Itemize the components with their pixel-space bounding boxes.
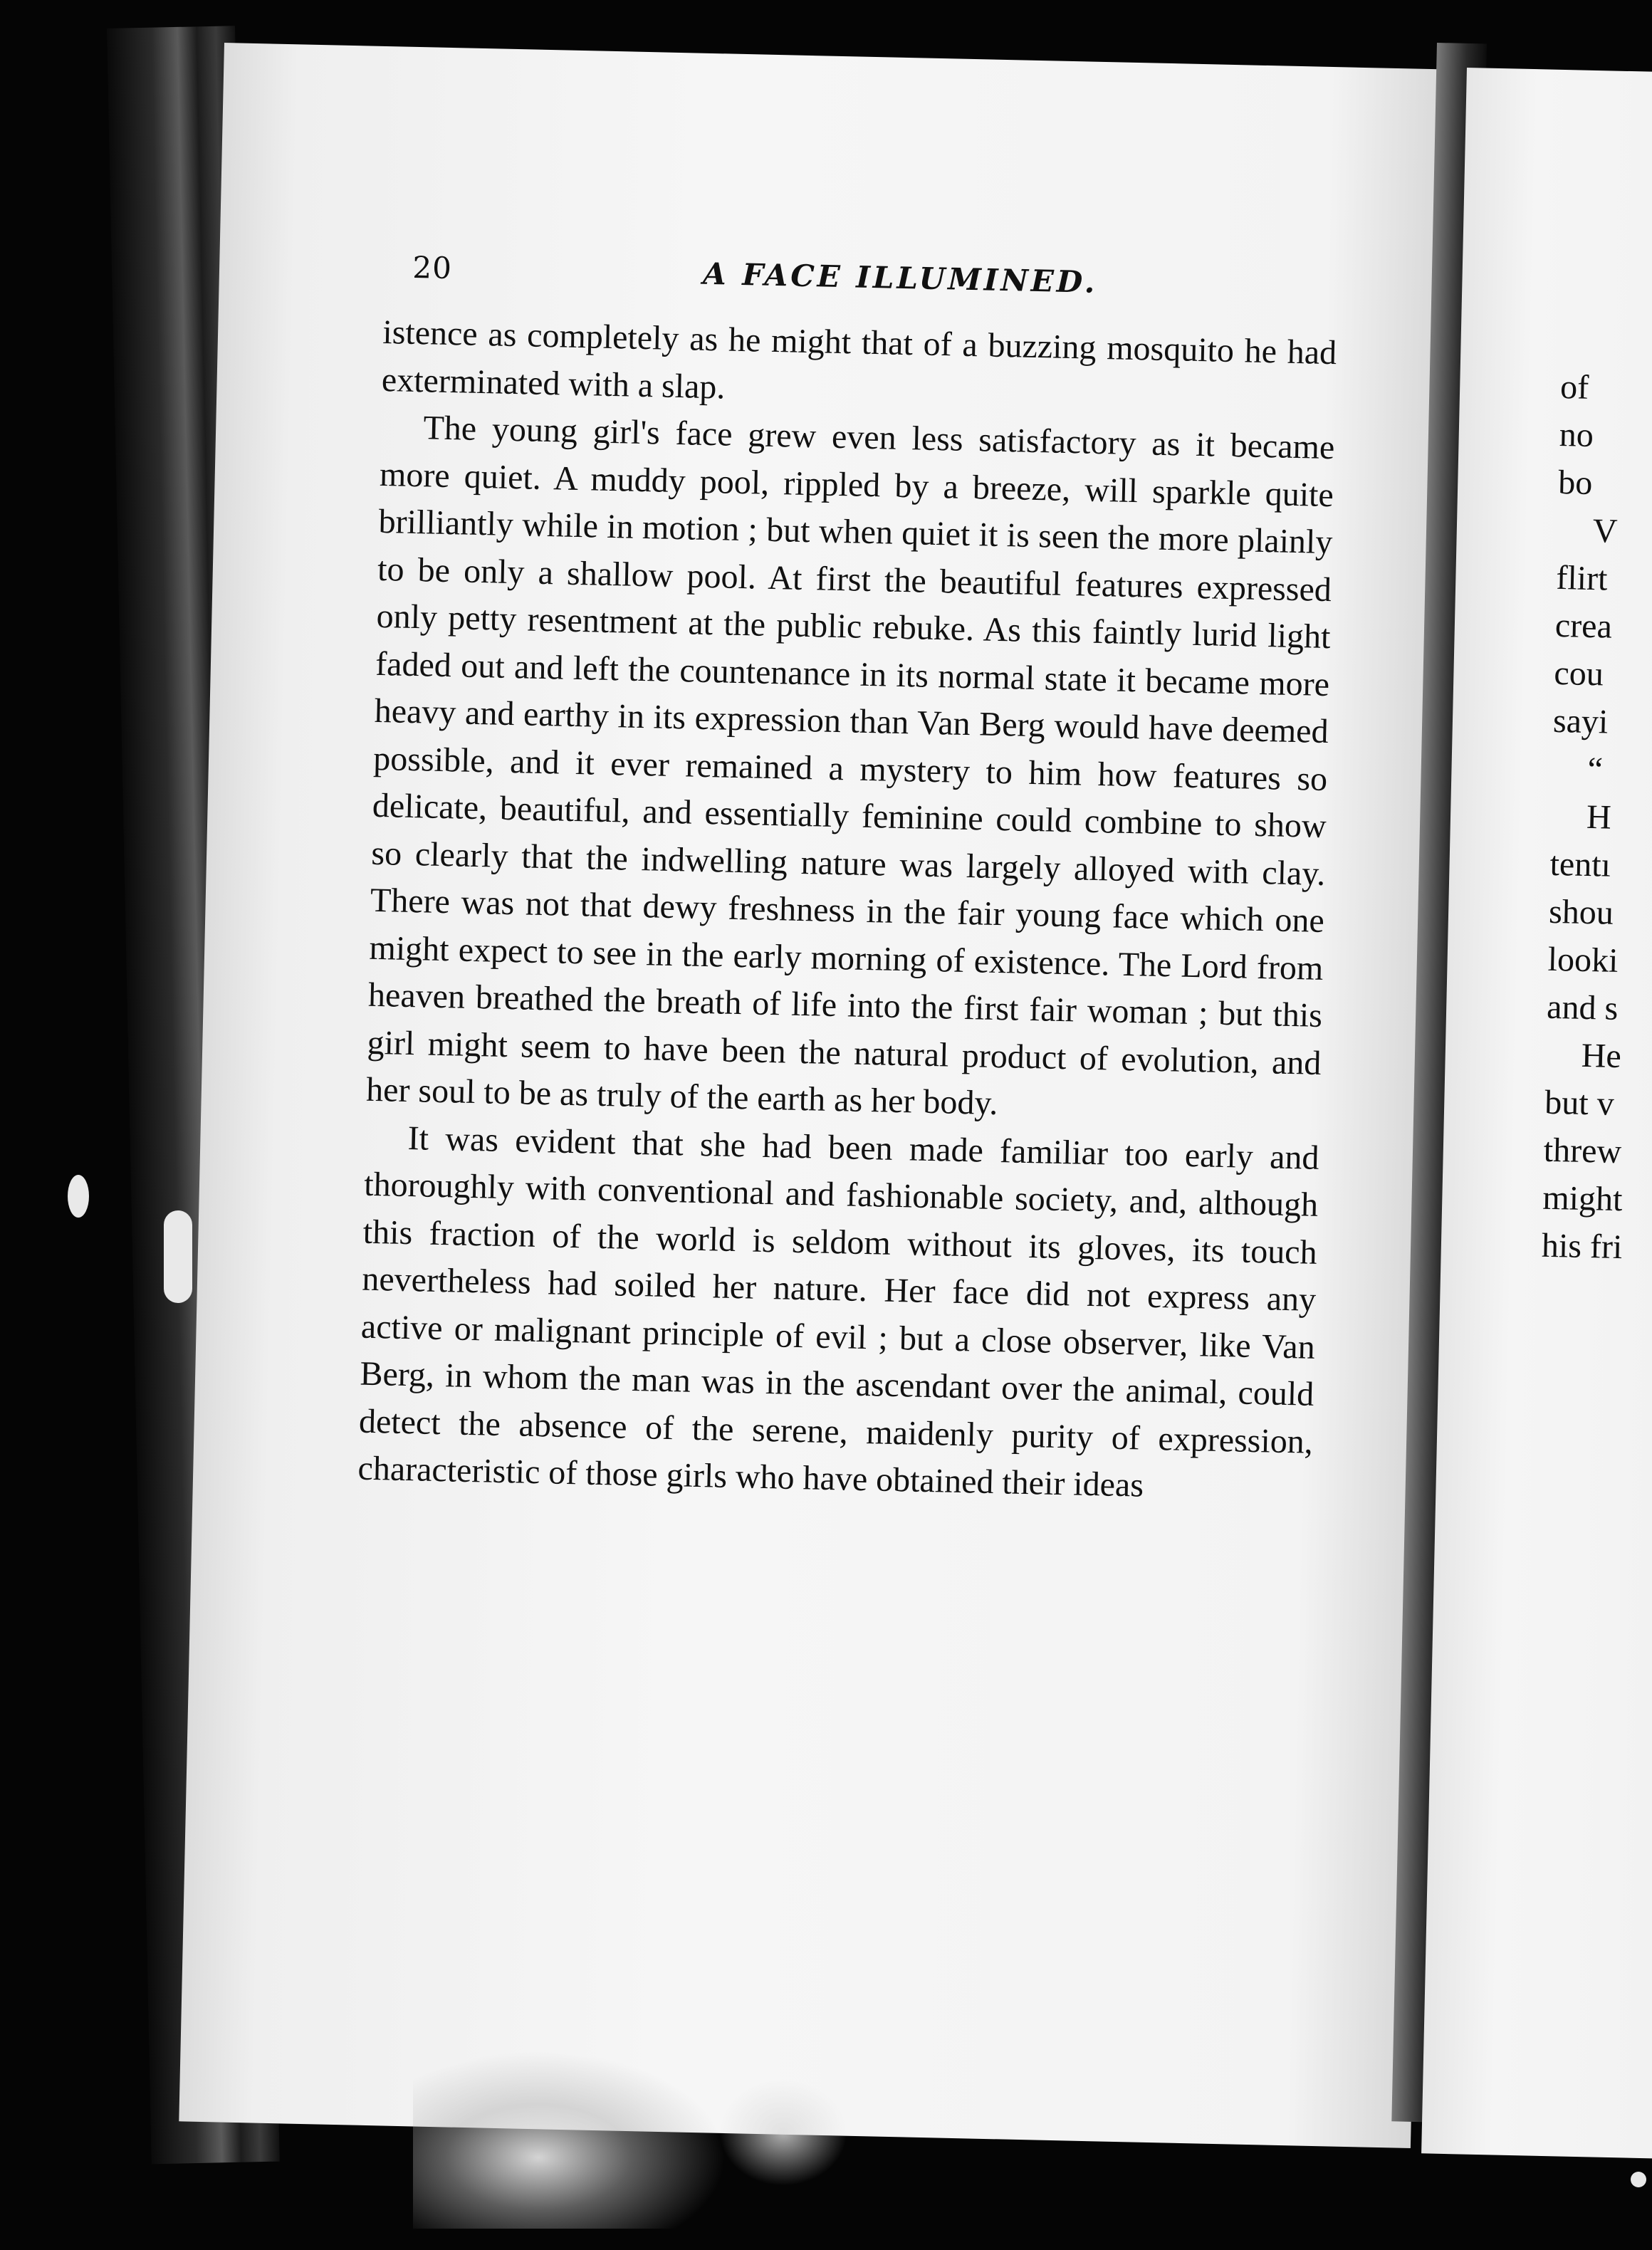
facing-line: V [1592,512,1619,550]
facing-line: looki [1547,940,1619,980]
facing-line: might [1542,1178,1623,1219]
facing-line: of [1559,367,1589,407]
facing-line: shou [1548,892,1614,932]
paragraph-continuation: istence as completely as he might that of a buzzing mosquito he had exterminated with a slap. [381,313,1337,406]
paragraph: The young girl's face grew even less satisfactory as it became more quiet. A muddy pool, rippled by a breeze, will sparkle quite brilliantly while in motion ; but when quiet it is seen the more plainly to be only a shallow pool. At first the beautiful features expressed only petty resentment at the public rebuke. As this faintly lurid light faded out and left the countenance in its normal state it became more heavy and earthy in its expression than Van Berg would have deemed possible, and it ever remained a mystery to him how features so delicate, beautiful, and essentially feminine could combine to show so clearly that the indwelling nature was largely alloyed with clay. There was not that dewy freshness in the fair young face which one might expect to see in the early morning of existence. The Lord from heaven breathed the breath of life into the first fair woman ; but this girl might seem to have been the natural product of evolution, and her soul to be as truly of the earth as her body. [365,409,1335,1123]
scan-speck [1631,2172,1646,2187]
paper-damage-stain [413,2051,726,2229]
paragraph: It was evident that she had been made familiar too early and thoroughly with conventional and fashionable society, and, although this fraction of the world is seldom without its gloves, its touch nevertheless had soiled her nature. Her face did not express any active or malignant principle of evil ; but a close observer, like Van Berg, in whom the man was in the ascendant over the animal, could detect the absence of the serene, maidenly purity of expression, characteristic of those girls who have obtained their ideas [357,1119,1320,1505]
scan-speck [68,1175,89,1218]
facing-line: but v [1544,1083,1615,1123]
left-page-content [357,249,1339,1513]
facing-line: cou [1553,654,1604,694]
facing-line: bo [1557,463,1593,503]
facing-line: flirt [1555,558,1608,598]
facing-line: crea [1554,606,1613,646]
facing-page-text-fragment [1541,363,1652,1272]
facing-line: no [1559,415,1594,455]
paper-damage-stain [719,2079,847,2186]
facing-line: and s [1546,988,1619,1027]
facing-line: sayi [1552,701,1609,741]
facing-line: tentı [1549,844,1611,884]
facing-line: H [1586,797,1612,837]
page-number: 20 [412,249,453,286]
facing-line: threw [1543,1131,1622,1171]
facing-line: He [1581,1036,1622,1076]
running-title: A FACE ILLUMINED. [702,256,1098,300]
body-text [357,309,1337,1513]
facing-line: his fri [1541,1226,1623,1267]
scan-speck [164,1210,192,1303]
facing-line: “ [1586,750,1604,789]
